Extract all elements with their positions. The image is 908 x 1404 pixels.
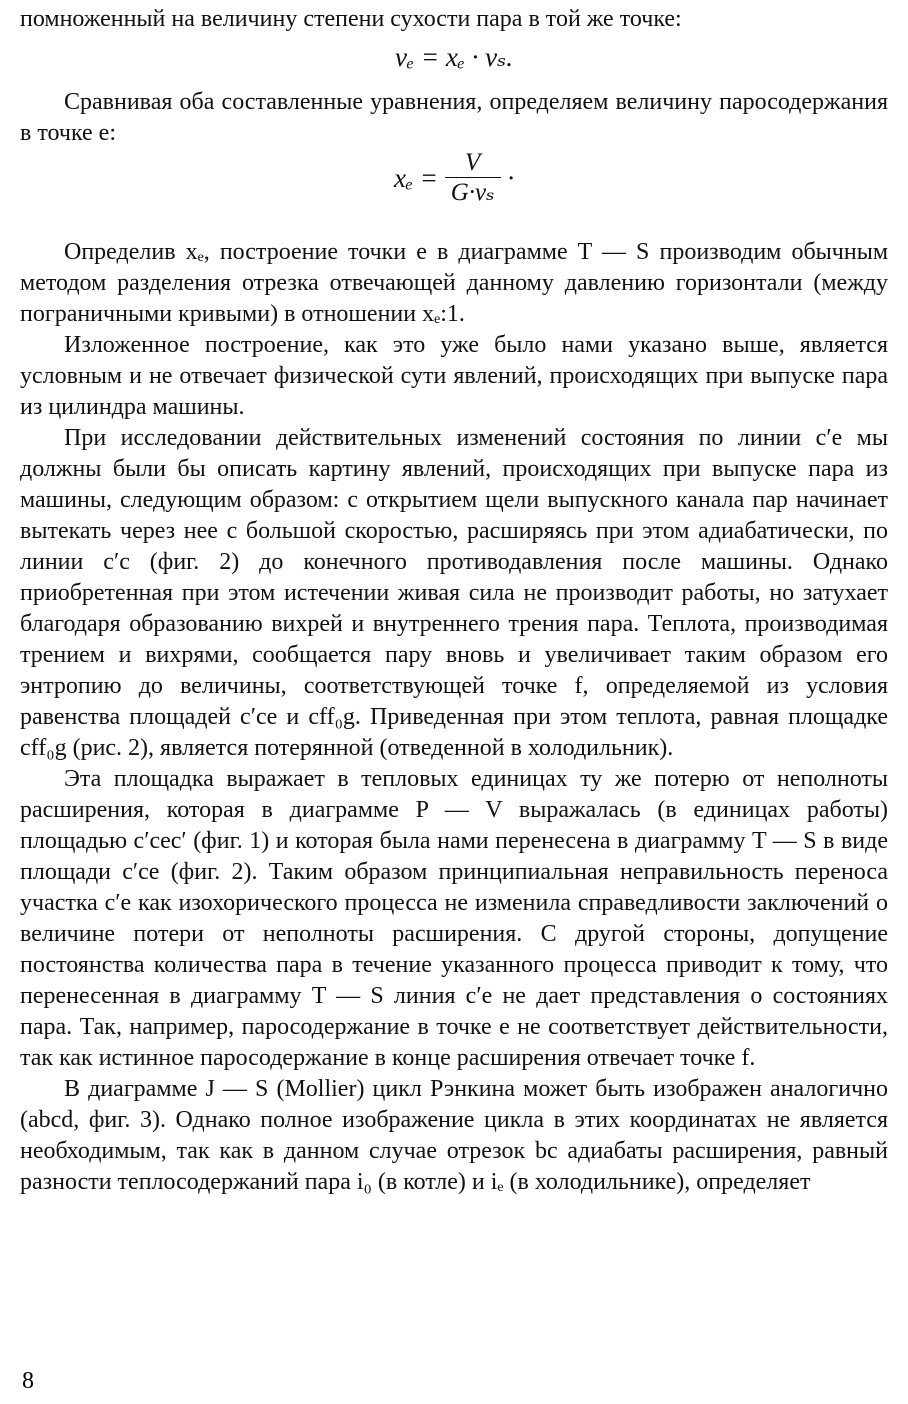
- paragraph-define: Определив xₑ, построение точки e в диаграмме T — S производим обычным методом разделения отрезка отвечающей данному давлению горизонтали (между пограничными кривыми) в отношении xₑ:1.: [20, 239, 888, 327]
- paragraph-investigate: При исследовании действительных изменений состояния по линии c′e мы должны были бы описать картину явлений, происходящих при выпуске пара из машины, следующим образом: с открытием щели выпускного канала пар начинает вытекать через нее с большой скоростью, расширяясь при этом адиабатически, по линии c′c (фиг. 2) до конечного противодавления после машины. Однако приобретенная при этом истечении живая сила не производит работы, но затухает благодаря образованию вихрей и внутреннего трения пара. Теплота, производимая трением и вихрями, сообщается пару вновь и увеличивает таким образом его энтропию до величины, соответствующей точке f, определяемой из условия равенства площадей c′ce и cff₀g. Приведенная при этом теплота, равная площадке cff₀g (рис. 2), является потерянной (отведенной в холодильник).: [20, 425, 888, 761]
- page-number: 8: [22, 1368, 34, 1394]
- formula-xe-lhs: xₑ =: [393, 163, 438, 193]
- formula-ve: vₑ = xₑ · vₛ.: [395, 42, 513, 72]
- paragraph-area: Эта площадка выражает в тепловых единицах ту же потерю от неполноты расширения, которая в диаграмме P — V выражалась (в единицах работы) площадью c′cec′ (фиг. 1) и которая была нами перенесена в диаграмму T — S в виде площади c′ce (фиг. 2). Таким образом принципиальная неправильность переноса участка c′e как изохорического процесса не изменила справедливости заключений о величине потери от неполноты расширения. С другой стороны, допущение постоянства количества пара в течение указанного процесса приводит к тому, что перенесенная в диаграмму T — S линия c′e не дает представления о состояниях пара. Так, например, паросодержание в точке e не соответствует действительности, так как истинное паросодержание в конце расширения отвечает точке f.: [20, 766, 888, 1071]
- formula-xe-numerator: V: [465, 149, 481, 176]
- paragraph-stated: Изложенное построение, как это уже было нами указано выше, является условным и не отвечает физической сути явлений, происходящих при выпуске пара из цилиндра машины.: [20, 332, 888, 420]
- formula-xe: [20, 149, 888, 223]
- formula-xe-fraction: [445, 149, 501, 208]
- paragraph-compare: Сравнивая оба составленные уравнения, определяем величину паросодержания в точке e:: [20, 89, 888, 146]
- text-line-top: помноженный на величину степени сухости пара в той же точке:: [20, 6, 682, 32]
- formula-xe-tail: ·: [507, 163, 515, 193]
- paragraph-mollier: В диаграмме J — S (Mollier) цикл Рэнкина может быть изображен аналогично (abcd, фиг. 3). Однако полное изображение цикла в этих координатах не является необходимым, так как в данном случае отрезок bc адиабаты расширения, равный разности теплосодержаний пара i₀ (в котле) и iₑ (в холодильнике), определяет: [20, 1076, 888, 1195]
- formula-xe-denominator: G·vₛ: [445, 177, 501, 208]
